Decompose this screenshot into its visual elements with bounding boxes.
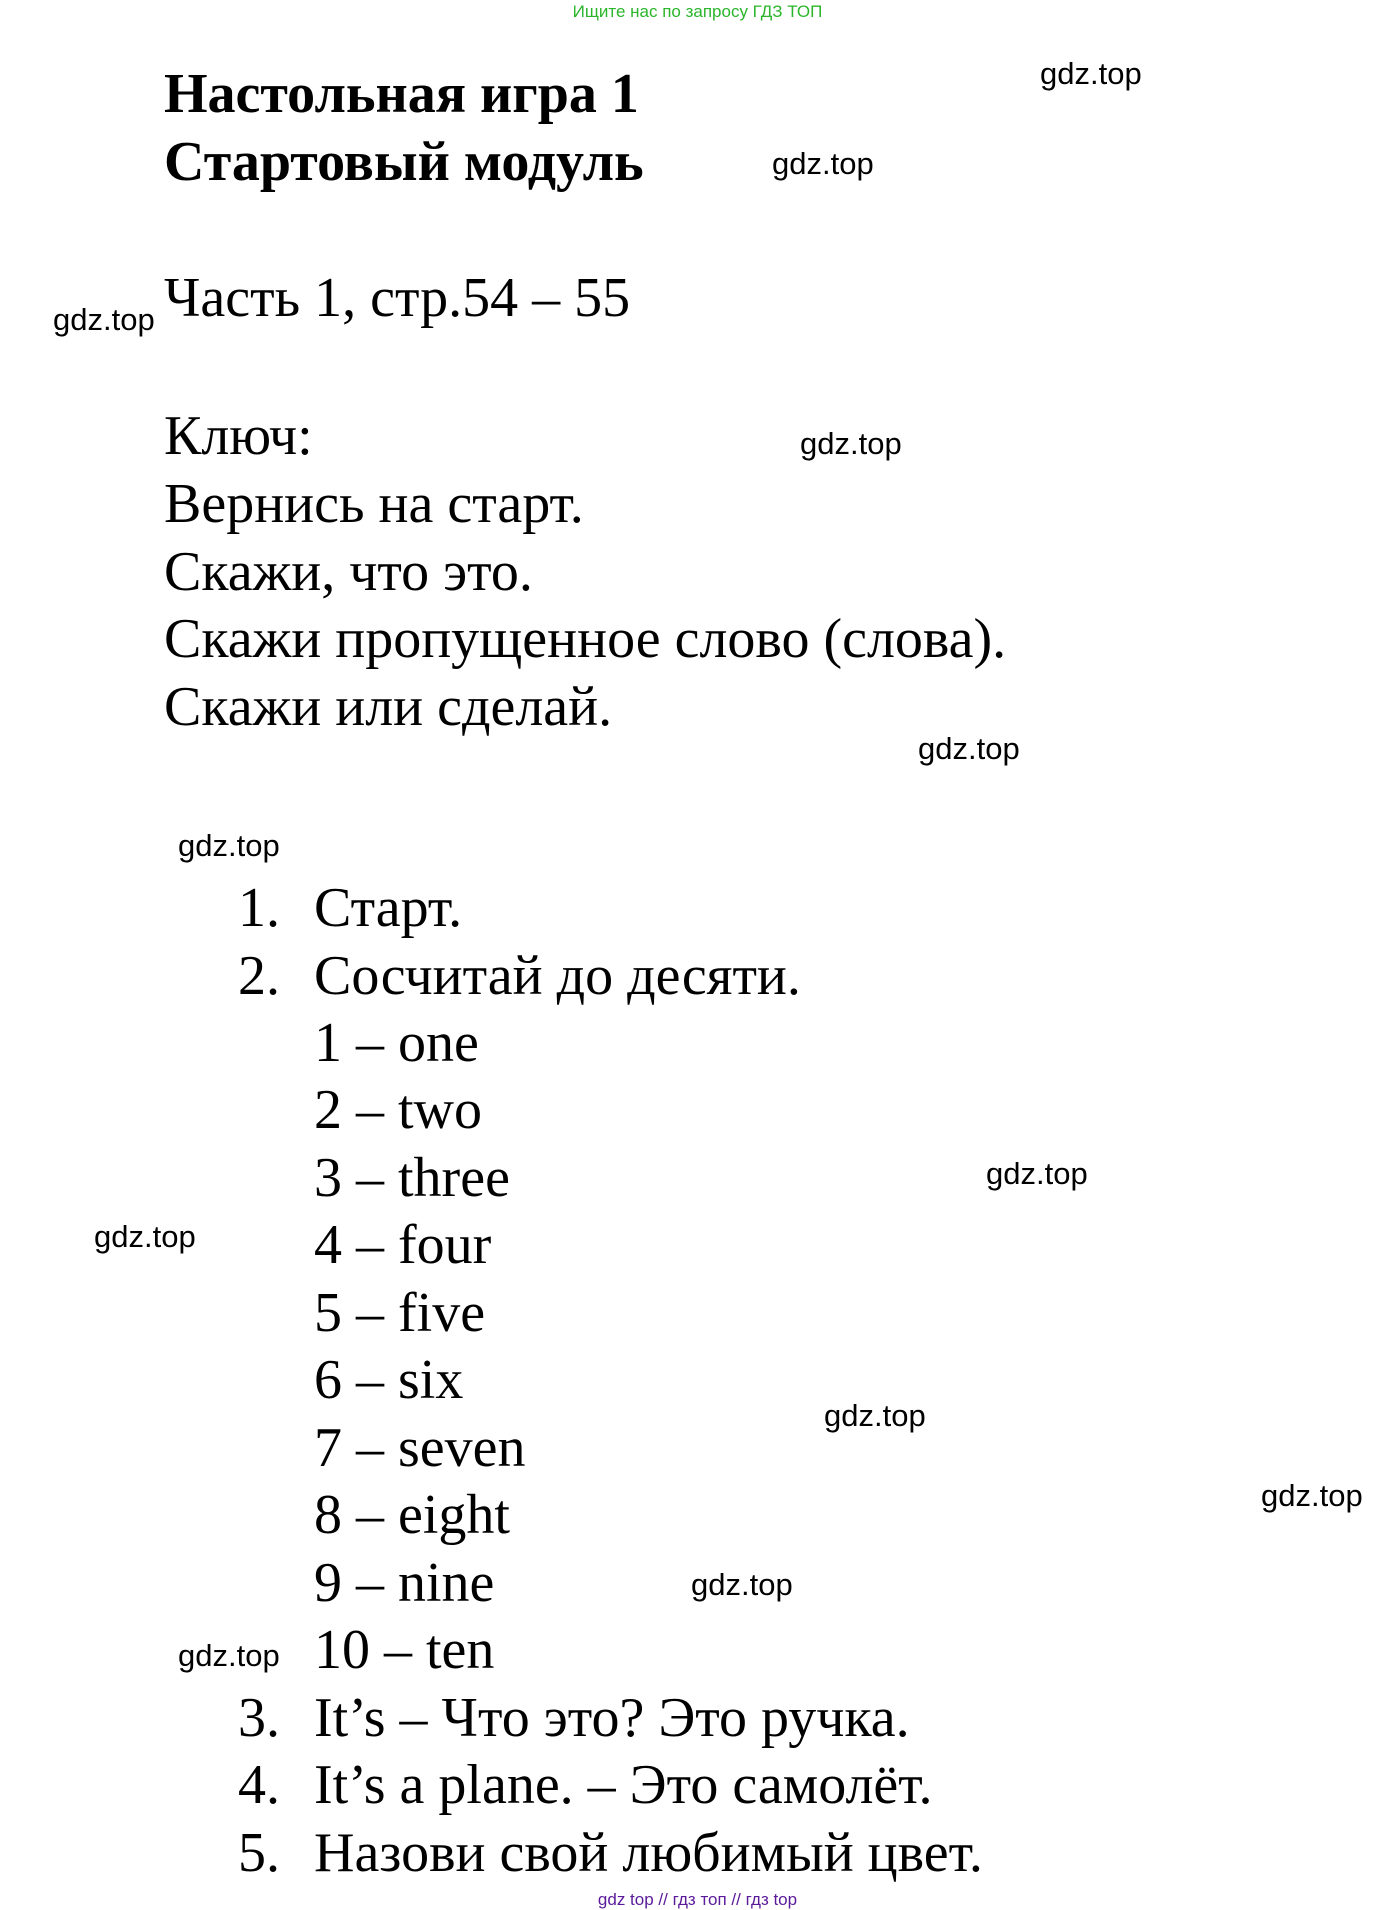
watermark: gdz.top — [824, 1398, 926, 1433]
list-item-number: 4. — [238, 1754, 280, 1816]
watermark: gdz.top — [94, 1219, 196, 1254]
counting-line: 8 – eight — [314, 1484, 510, 1546]
key-line: Скажи пропущенное слово (слова). — [164, 608, 1007, 670]
top-banner-link[interactable]: Ищите нас по запросу ГДЗ ТОП — [572, 2, 823, 21]
key-line: Скажи, что это. — [164, 541, 533, 603]
counting-line: 10 – ten — [314, 1619, 495, 1681]
counting-line: 1 – one — [314, 1012, 479, 1074]
watermark: gdz.top — [800, 426, 902, 461]
list-item-text: Сосчитай до десяти. — [314, 945, 801, 1007]
counting-line: 9 – nine — [314, 1552, 495, 1614]
counting-line: 3 – three — [314, 1147, 510, 1209]
counting-line: 2 – two — [314, 1079, 482, 1141]
pages-reference: Часть 1, стр.54 – 55 — [164, 267, 631, 329]
list-item-text: It’s – Что это? Это ручка. — [314, 1687, 910, 1749]
watermark: gdz.top — [986, 1156, 1088, 1191]
watermark: gdz.top — [918, 731, 1020, 766]
list-item-number: 5. — [238, 1822, 280, 1884]
list-item-number: 2. — [238, 945, 280, 1007]
title-line-1: Настольная игра 1 — [164, 63, 639, 125]
watermark: gdz.top — [53, 302, 155, 337]
watermark: gdz.top — [178, 828, 280, 863]
list-item-number: 1. — [238, 877, 280, 939]
list-item-text: Старт. — [314, 877, 463, 939]
counting-line: 4 – four — [314, 1214, 492, 1276]
watermark: gdz.top — [1261, 1478, 1363, 1513]
key-line: Скажи или сделай. — [164, 676, 613, 738]
footer-links[interactable]: gdz top // гдз топ // гдз top — [597, 1890, 798, 1909]
key-heading: Ключ: — [164, 405, 313, 467]
key-line: Вернись на старт. — [164, 473, 584, 535]
watermark: gdz.top — [691, 1567, 793, 1602]
list-item-text: Назови свой любимый цвет. — [314, 1822, 983, 1884]
counting-line: 5 – five — [314, 1282, 486, 1344]
watermark: gdz.top — [178, 1638, 280, 1673]
list-item-number: 3. — [238, 1687, 280, 1749]
watermark: gdz.top — [772, 146, 874, 181]
title-line-2: Стартовый модуль — [164, 131, 644, 193]
watermark: gdz.top — [1040, 56, 1142, 91]
counting-line: 7 – seven — [314, 1417, 526, 1479]
list-item-text: It’s a plane. – Это самолёт. — [314, 1754, 933, 1816]
counting-line: 6 – six — [314, 1349, 464, 1411]
